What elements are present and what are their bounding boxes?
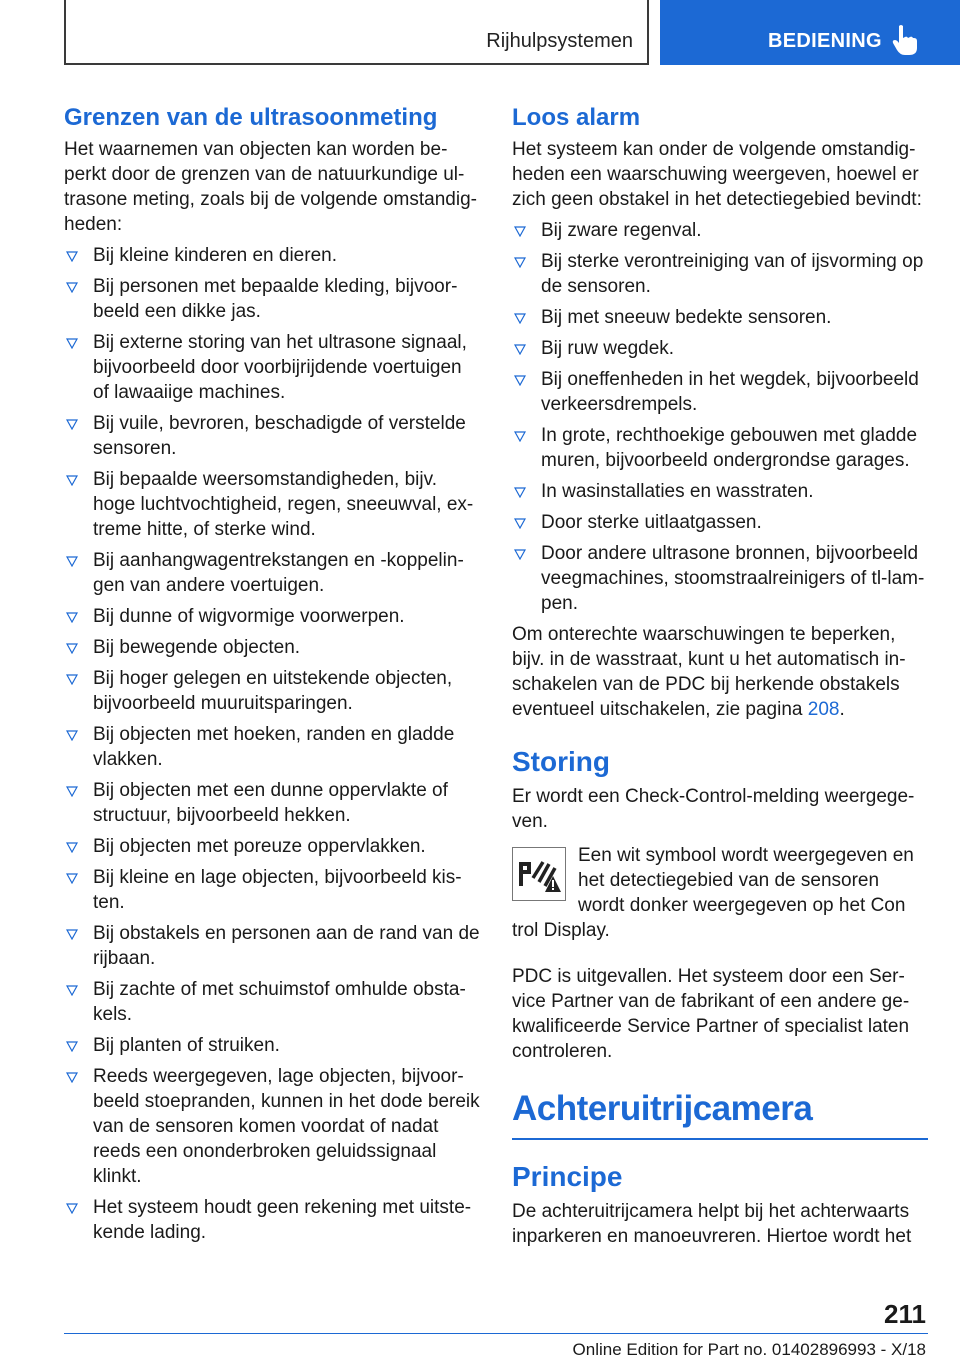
bullet-triangle-icon xyxy=(66,786,78,797)
symbol-description-line3: wordt donker weergegeven op het Con xyxy=(578,895,906,916)
left-column xyxy=(64,101,481,1245)
bullet-triangle-icon xyxy=(66,1041,78,1052)
bullet-triangle-icon xyxy=(66,985,78,996)
list-item-text: Bij kleine en lage objecten, bijvoorbeeld kisten. xyxy=(93,867,462,913)
limit-list-item xyxy=(64,274,481,324)
false-alarm-note xyxy=(512,622,928,722)
intro-loos-alarm: Het systeem kan onder de volgende omstandigheden een waarschuwing weergeven, hoewel er zich geen obstakel in het detectiegebied bevindt: xyxy=(512,139,922,210)
pdc-symbol-block xyxy=(512,843,928,943)
footer-edition: Online Edition for Part no. 01402896993 - X/18 xyxy=(572,1340,926,1359)
chapter-tab-label: BEDIENING xyxy=(768,30,882,52)
list-item-text: In wasinstallaties en wasstraten. xyxy=(541,481,814,502)
heading-grenzen: Grenzen van de ultrasoonmeting xyxy=(64,104,438,131)
heading-principe: Principe xyxy=(512,1161,623,1192)
bullet-triangle-icon xyxy=(514,375,526,386)
symbol-description-line2: het detectiegebied van de sensoren xyxy=(578,870,880,891)
section-title: Rijhulpsystemen xyxy=(486,30,633,52)
heading-achteruitrijcamera: Achteruitrijcamera xyxy=(512,1089,813,1128)
limit-list-item xyxy=(64,330,481,405)
list-item-text: Bij objecten met hoeken, randen en gladde vlakken. xyxy=(93,724,455,770)
bullet-triangle-icon xyxy=(514,549,526,560)
limit-list-item xyxy=(64,834,481,859)
list-item-text: Bij planten of struiken. xyxy=(93,1035,280,1056)
bullet-triangle-icon xyxy=(66,873,78,884)
limit-list-item xyxy=(64,1064,481,1189)
bullet-triangle-icon xyxy=(66,730,78,741)
pointing-hand-icon xyxy=(892,24,918,56)
limit-list-item xyxy=(64,1033,481,1058)
bullet-triangle-icon xyxy=(66,419,78,430)
list-item-text: Bij zachte of met schuimstof omhulde obstakels. xyxy=(93,979,466,1025)
false-alarm-list-item xyxy=(512,218,928,243)
false-alarm-note-text: Om onterechte waarschuwingen te beperken, bijv. in de wasstraat, kunt u het automatisch inschakelen van de PDC bij herkende obstakels eventueel uitschakelen, zie pagina xyxy=(512,624,906,720)
limit-list-item xyxy=(64,865,481,915)
heading-loos-alarm: Loos alarm xyxy=(512,104,641,131)
bullet-triangle-icon xyxy=(514,431,526,442)
list-item-text: Bij objecten met poreuze oppervlakken. xyxy=(93,836,426,857)
false-alarm-list-item xyxy=(512,479,928,504)
heading-rule xyxy=(512,1138,928,1140)
list-item-text: Bij ruw wegdek. xyxy=(541,338,675,359)
limit-list-item xyxy=(64,1195,481,1245)
limit-list-item xyxy=(64,722,481,772)
bullet-triangle-icon xyxy=(66,475,78,486)
bullet-triangle-icon xyxy=(66,282,78,293)
false-alarm-list-item xyxy=(512,541,928,616)
bullet-triangle-icon xyxy=(514,257,526,268)
false-alarm-list-item xyxy=(512,423,928,473)
bullet-triangle-icon xyxy=(66,612,78,623)
bullet-triangle-icon xyxy=(66,1203,78,1214)
bullet-triangle-icon xyxy=(66,556,78,567)
limit-list-item xyxy=(64,604,481,629)
list-item-text: Bij vuile, bevroren, beschadigde of verstelde sensoren. xyxy=(93,413,466,459)
bullet-triangle-icon xyxy=(66,251,78,262)
limit-list-item xyxy=(64,778,481,828)
false-alarm-list xyxy=(512,218,928,616)
footer-rule xyxy=(64,1333,928,1334)
limit-list-item xyxy=(64,921,481,971)
false-alarm-list-item xyxy=(512,367,928,417)
limit-list-item xyxy=(64,548,481,598)
bullet-triangle-icon xyxy=(514,344,526,355)
intro-grenzen: Het waarnemen van objecten kan worden beperkt door de grenzen van de natuurkundige ultrasone meting, zoals bij de volgende omstandigheden: xyxy=(64,139,477,235)
bullet-triangle-icon xyxy=(66,674,78,685)
bullet-triangle-icon xyxy=(514,226,526,237)
list-item-text: Bij obstakels en personen aan de rand van de rijbaan. xyxy=(93,923,480,969)
symbol-description-line4: trol Display. xyxy=(512,920,610,941)
list-item-text: Bij personen met bepaalde kleding, bijvoorbeeld een dikke jas. xyxy=(93,276,458,322)
limit-list-item xyxy=(64,977,481,1027)
bullet-triangle-icon xyxy=(514,487,526,498)
principe-text: De achteruitrijcamera helpt bij het achterwaarts inparkeren en manoeuvreren. Hiertoe wordt het xyxy=(512,1201,912,1247)
bullet-triangle-icon xyxy=(66,1072,78,1083)
limit-list-item xyxy=(64,666,481,716)
false-alarm-list-item xyxy=(512,510,928,535)
symbol-description xyxy=(512,843,928,943)
limits-list xyxy=(64,243,481,1245)
right-column xyxy=(512,101,928,1249)
limit-list-item xyxy=(64,467,481,542)
bullet-triangle-icon xyxy=(66,643,78,654)
list-item-text: Bij zware regenval. xyxy=(541,220,702,241)
intro-storing: Er wordt een Check-Control-melding weergegeven. xyxy=(512,786,915,832)
list-item-text: Reeds weergegeven, lage objecten, bijvoorbeeld stoepranden, kunnen in het dode bereik van de sensoren komen voordat of nadat reeds een ononderbroken geluidssignaal klinkt. xyxy=(93,1066,480,1187)
pdc-fault-icon xyxy=(512,847,566,901)
list-item-text: Bij sterke verontreiniging van of ijsvorming op de sensoren. xyxy=(541,251,924,297)
bullet-triangle-icon xyxy=(66,338,78,349)
list-item-text: Bij met sneeuw bedekte sensoren. xyxy=(541,307,832,328)
list-item-text: Bij externe storing van het ultrasone signaal, bijvoorbeeld door voorbijrijdende voertuigen of lawaaiige machines. xyxy=(93,332,467,403)
bullet-triangle-icon xyxy=(66,929,78,940)
list-item-text: Door andere ultrasone bronnen, bijvoorbeeld veegmachines, stoomstraalreinigers of tl-lampen. xyxy=(541,543,925,614)
list-item-text: In grote, rechthoekige gebouwen met gladde muren, bijvoorbeeld ondergrondse garages. xyxy=(541,425,918,471)
list-item-text: Bij bewegende objecten. xyxy=(93,637,301,658)
list-item-text: Bij bepaalde weersomstandigheden, bijv. hoge luchtvochtigheid, regen, sneeuwval, extreme hitte, of sterke wind. xyxy=(93,469,474,540)
section-header xyxy=(64,0,649,65)
list-item-text: Bij aanhangwagentrekstangen en -koppelingen van andere voertuigen. xyxy=(93,550,464,596)
bullet-triangle-icon xyxy=(66,842,78,853)
false-alarm-list-item xyxy=(512,336,928,361)
limit-list-item xyxy=(64,243,481,268)
bullet-triangle-icon xyxy=(514,313,526,324)
heading-storing: Storing xyxy=(512,746,610,777)
chapter-tab xyxy=(660,0,960,65)
bullet-triangle-icon xyxy=(514,518,526,529)
false-alarm-note-end: . xyxy=(839,699,845,720)
list-item-text: Bij kleine kinderen en dieren. xyxy=(93,245,337,266)
list-item-text: Bij oneffenheden in het wegdek, bijvoorbeeld verkeersdrempels. xyxy=(541,369,919,415)
list-item-text: Het systeem houdt geen rekening met uitstekende lading. xyxy=(93,1197,472,1243)
page-number: 211 xyxy=(884,1299,926,1329)
list-item-text: Bij hoger gelegen en uitstekende objecten, bijvoorbeeld muuruitsparingen. xyxy=(93,668,453,714)
symbol-description-line1: Een wit symbool wordt weergegeven en xyxy=(578,845,914,866)
list-item-text: Bij dunne of wigvormige voorwerpen. xyxy=(93,606,405,627)
limit-list-item xyxy=(64,411,481,461)
list-item-text: Door sterke uitlaatgassen. xyxy=(541,512,762,533)
page-link-208[interactable]: 208 xyxy=(807,699,840,720)
list-item-text: Bij objecten met een dunne oppervlakte of structuur, bijvoorbeeld hekken. xyxy=(93,780,448,826)
limit-list-item xyxy=(64,635,481,660)
false-alarm-list-item xyxy=(512,249,928,299)
storing-paragraph: PDC is uitgevallen. Het systeem door een Service Partner van de fabrikant of een andere gekwalificeerde Service Partner of specialist laten controleren. xyxy=(512,966,910,1062)
false-alarm-list-item xyxy=(512,305,928,330)
